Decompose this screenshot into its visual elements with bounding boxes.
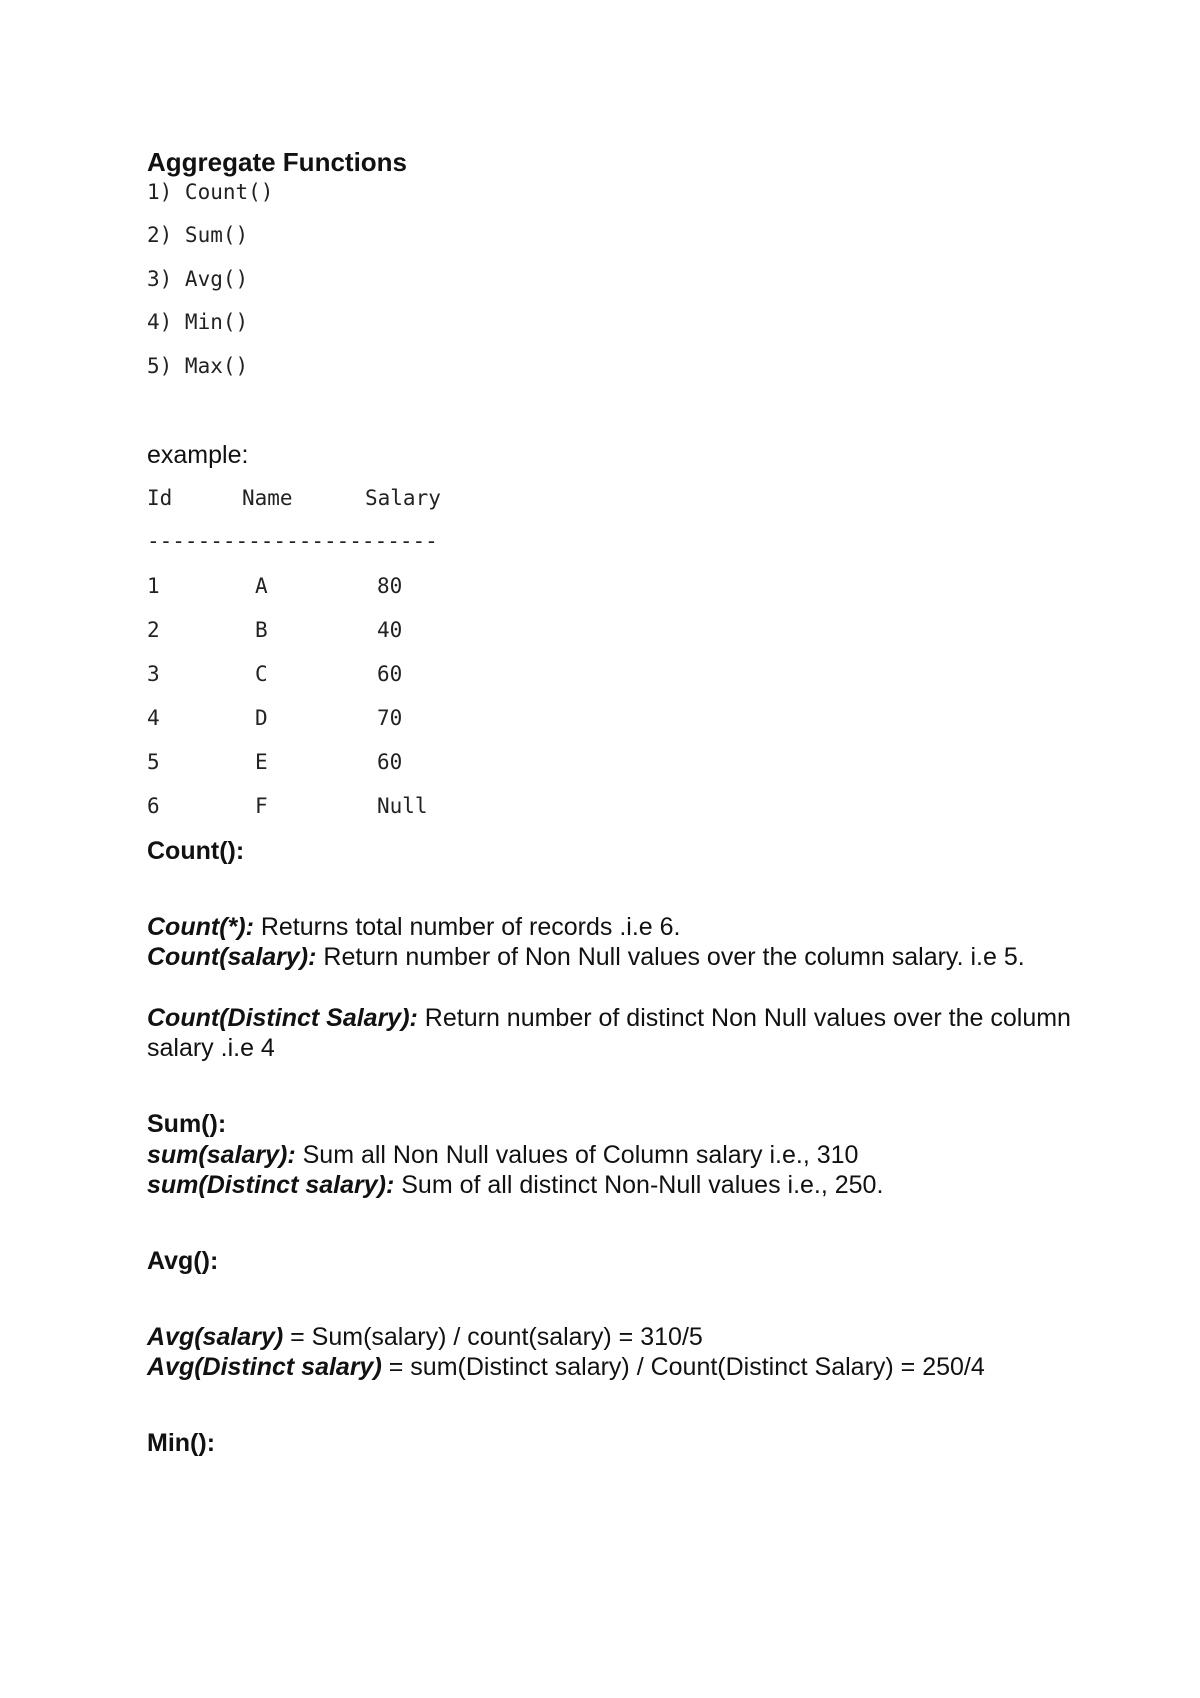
sum-distinct-text: Sum of all distinct Non-Null values i.e., 250. (394, 1171, 884, 1199)
cell-id: 3 (147, 662, 160, 686)
min-heading: Min(): (147, 1429, 216, 1457)
cell-id: 1 (147, 574, 160, 598)
page-title: Aggregate Functions (147, 147, 408, 177)
cell-name: D (255, 706, 268, 730)
column-header-name: Name (242, 486, 293, 510)
cell-salary: 60 (377, 750, 403, 774)
function-list-item: 5) Max() (147, 354, 249, 378)
sum-distinct-term: sum(Distinct salary): (147, 1171, 395, 1199)
cell-id: 6 (147, 794, 160, 818)
sum-salary-item (147, 1140, 1077, 1170)
sum-salary-text: Sum all Non Null values of Column salary i.e., 310 (295, 1141, 859, 1169)
avg-distinct-term: Avg(Distinct salary) (147, 1353, 382, 1381)
cell-name: E (255, 750, 268, 774)
avg-salary-term: Avg(salary) (147, 1323, 284, 1351)
sum-distinct-item (147, 1170, 1077, 1200)
count-distinct-text: Return number of distinct Non Null values over the column salary .i.e 4 (147, 1004, 1071, 1062)
count-star-text: Returns total number of records .i.e 6. (253, 913, 681, 941)
count-heading: Count(): (147, 837, 245, 865)
count-salary-term: Count(salary): (147, 943, 317, 971)
avg-distinct-item (147, 1352, 1077, 1382)
count-distinct-item (147, 1003, 1077, 1063)
cell-name: A (255, 574, 268, 598)
table-separator: ----------------------- (147, 529, 438, 553)
cell-id: 5 (147, 750, 160, 774)
function-list-item: 3) Avg() (147, 267, 249, 291)
count-salary-item (147, 942, 1077, 972)
function-list-item: 1) Count() (147, 180, 274, 204)
cell-name: F (255, 794, 268, 818)
cell-id: 4 (147, 706, 160, 730)
cell-name: C (255, 662, 268, 686)
cell-name: B (255, 618, 268, 642)
cell-salary: 40 (377, 618, 403, 642)
cell-salary: 60 (377, 662, 403, 686)
cell-salary: 80 (377, 574, 403, 598)
avg-heading: Avg(): (147, 1247, 219, 1275)
sum-heading: Sum(): (147, 1110, 227, 1138)
cell-id: 2 (147, 618, 160, 642)
count-star-item (147, 912, 1077, 942)
column-header-id: Id (147, 486, 173, 510)
avg-salary-text: = Sum(salary) / count(salary) = 310/5 (283, 1323, 703, 1351)
avg-distinct-text: = sum(Distinct salary) / Count(Distinct Salary) = 250/4 (381, 1353, 985, 1381)
count-salary-text: Return number of Non Null values over the column salary. i.e 5. (316, 943, 1025, 971)
function-list-item: 4) Min() (147, 310, 249, 334)
cell-salary: Null (377, 794, 428, 818)
cell-salary: 70 (377, 706, 403, 730)
avg-salary-item (147, 1322, 1077, 1352)
column-header-salary: Salary (365, 486, 441, 510)
function-list-item: 2) Sum() (147, 223, 249, 247)
count-distinct-term: Count(Distinct Salary): (147, 1004, 418, 1032)
count-star-term: Count(*): (147, 913, 254, 941)
example-label: example: (147, 441, 249, 469)
sum-salary-term: sum(salary): (147, 1141, 296, 1169)
